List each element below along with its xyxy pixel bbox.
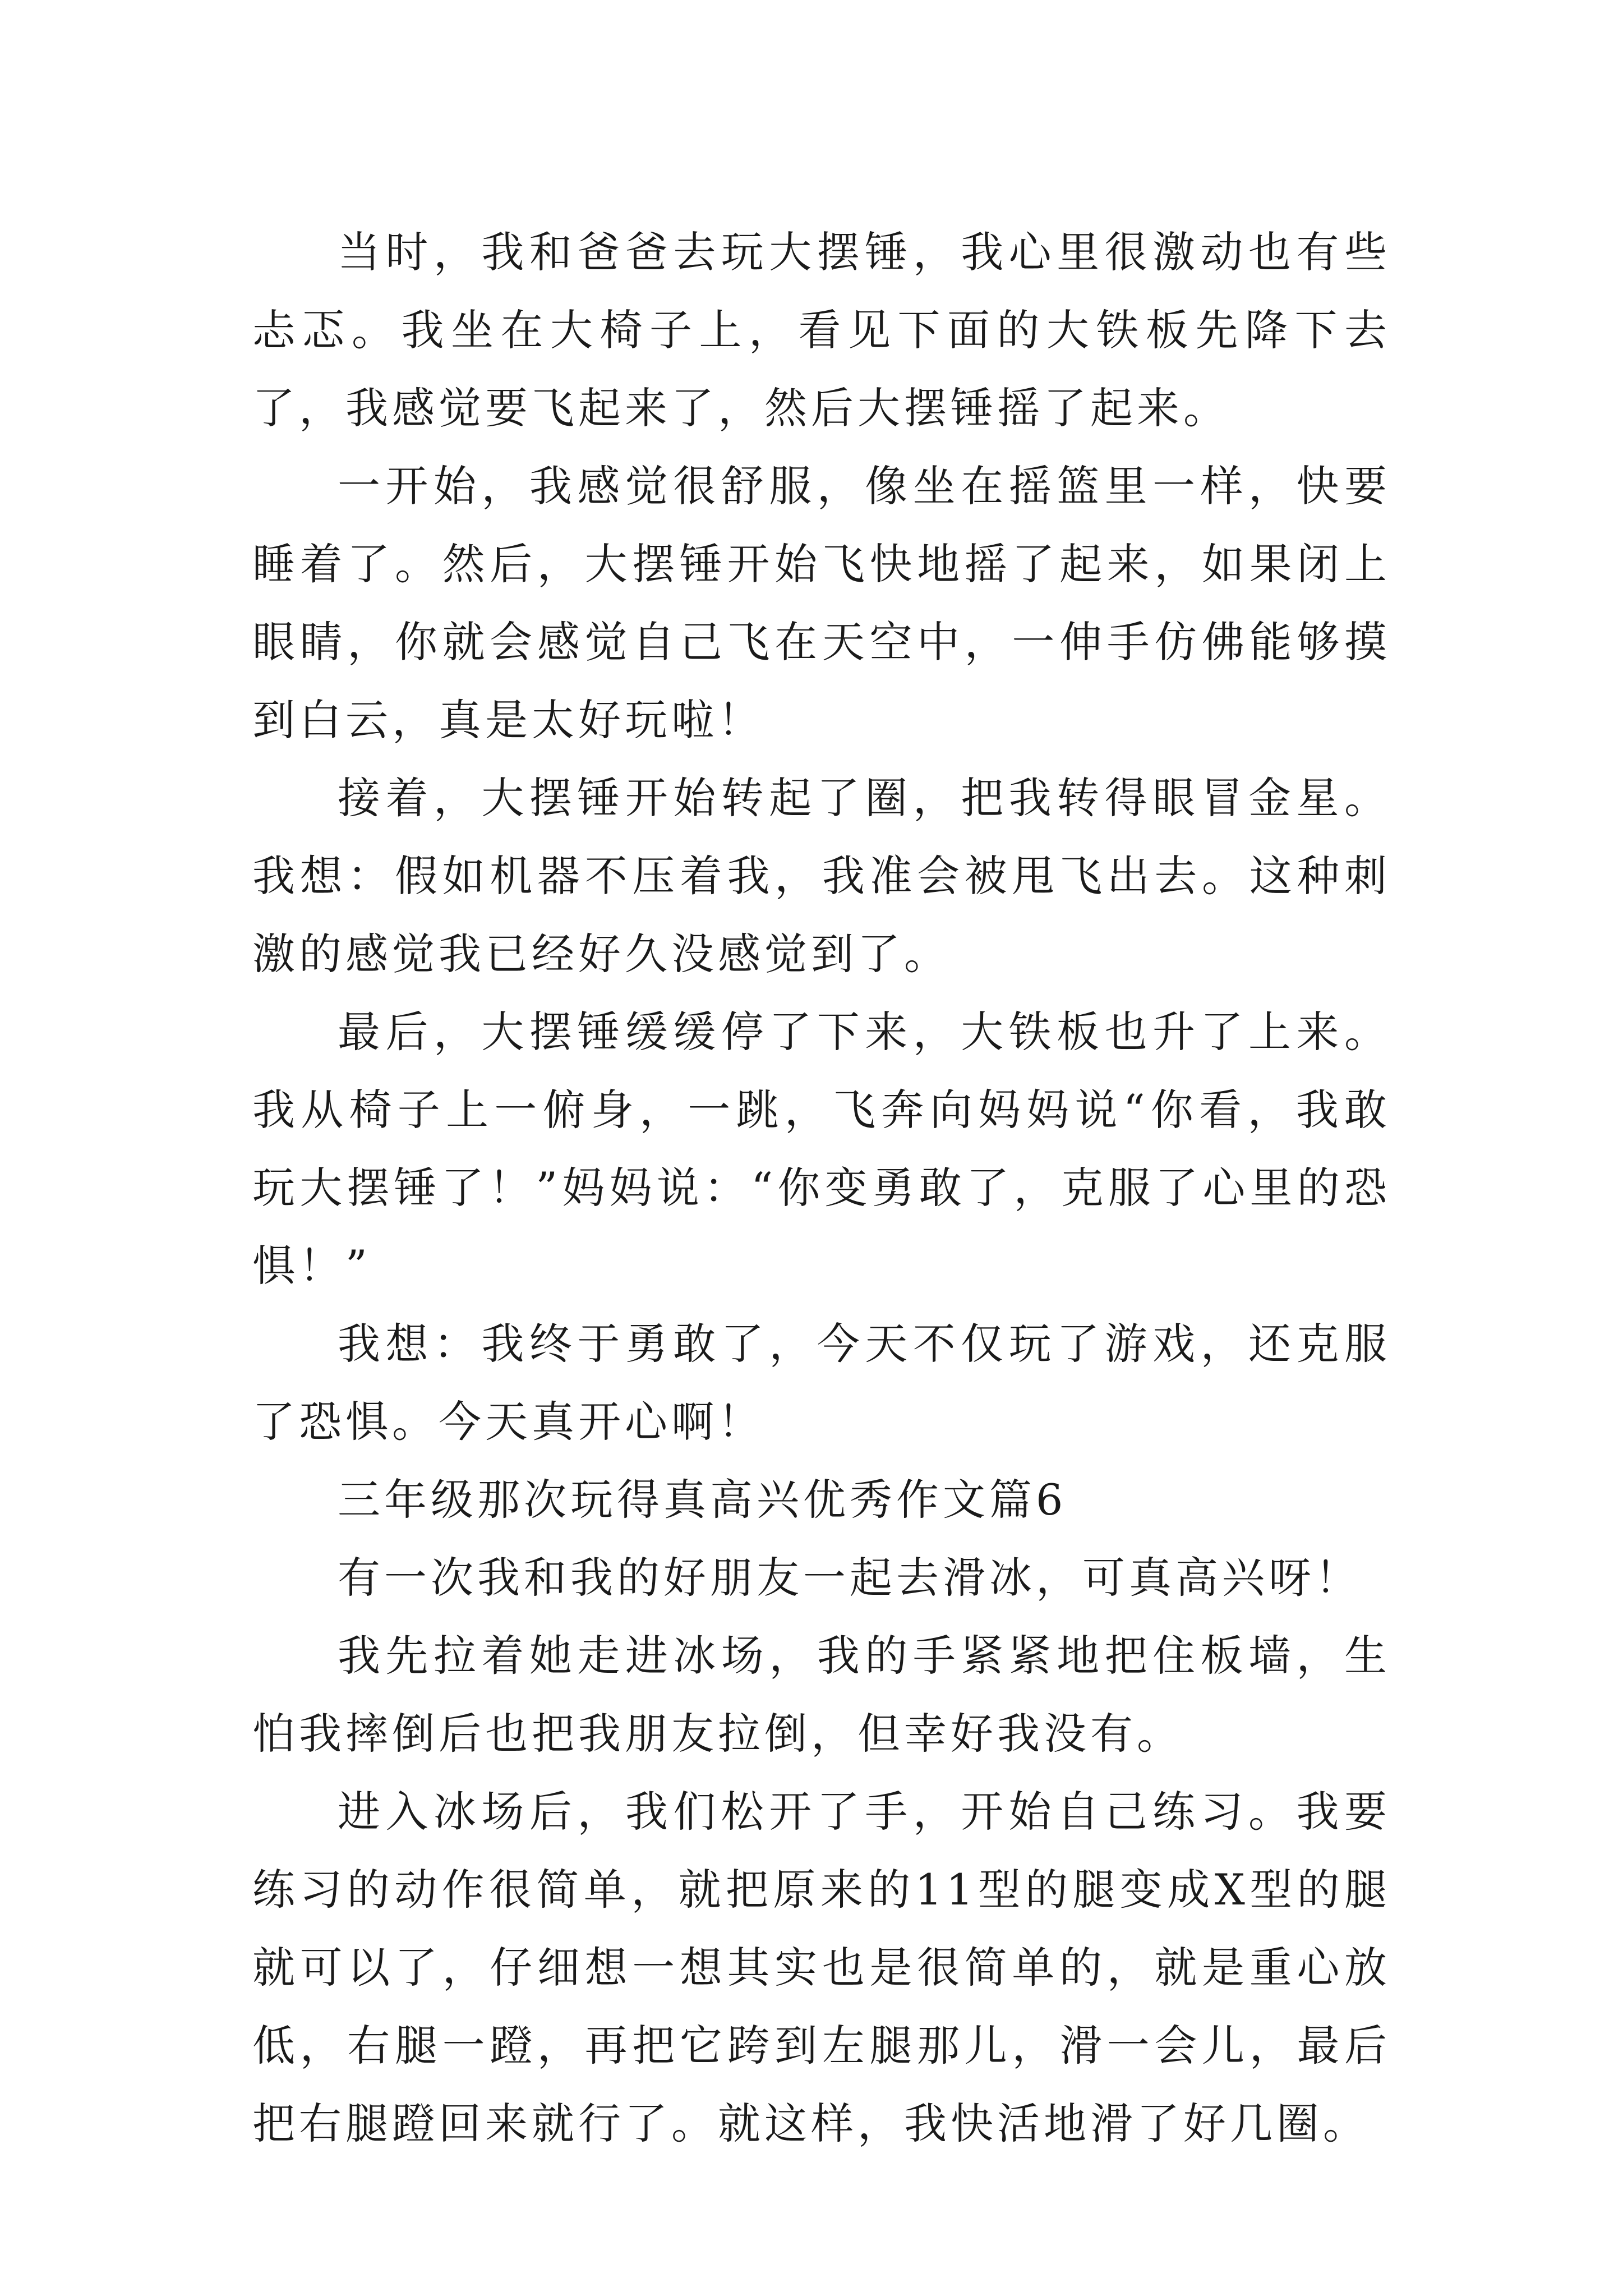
paragraph: 我先拉着她走进冰场，我的手紧紧地把住板墙，生怕我摔倒后也把我朋友拉倒，但幸好我没有。 — [252, 1631, 1391, 1759]
paragraph: 当时，我和爸爸去玩大摆锤，我心里很激动也有些忐忑。我坐在大椅子上，看见下面的大铁板先降下去了，我感觉要飞起来了，然后大摆锤摇了起来。 — [252, 227, 1391, 433]
document-body — [252, 213, 1391, 2162]
paragraph: 最后，大摆锤缓缓停了下来，大铁板也升了上来。我从椅子上一俯身，一跳，飞奔向妈妈说“你看，我敢玩大摆锤了！”妈妈说：“你变勇敢了，克服了心里的恐惧！” — [252, 1007, 1391, 1291]
paragraph: 我想：我终于勇敢了，今天不仅玩了游戏，还克服了恐惧。今天真开心啊！ — [252, 1319, 1391, 1447]
paragraph: 一开始，我感觉很舒服，像坐在摇篮里一样，快要睡着了。然后，大摆锤开始飞快地摇了起来，如果闭上眼睛，你就会感觉自己飞在天空中，一伸手仿佛能够摸到白云，真是太好玩啦！ — [252, 461, 1391, 745]
paragraph: 进入冰场后，我们松开了手，开始自己练习。我要练习的动作很简单，就把原来的11型的腿变成X型的腿就可以了，仔细想一想其实也是很简单的，就是重心放低，右腿一蹬，再把它跨到左腿那儿，滑一会儿，最后把右腿蹬回来就行了。就这样，我快活地滑了好几圈。 — [252, 1787, 1391, 2148]
paragraph: 有一次我和我的好朋友一起去滑冰，可真高兴呀！ — [338, 1553, 1362, 1603]
section-heading: 三年级那次玩得真高兴优秀作文篇6 — [338, 1475, 1067, 1525]
paragraph: 接着，大摆锤开始转起了圈，把我转得眼冒金星。我想：假如机器不压着我，我准会被甩飞出去。这种刺激的感觉我已经好久没感觉到了。 — [252, 773, 1391, 979]
